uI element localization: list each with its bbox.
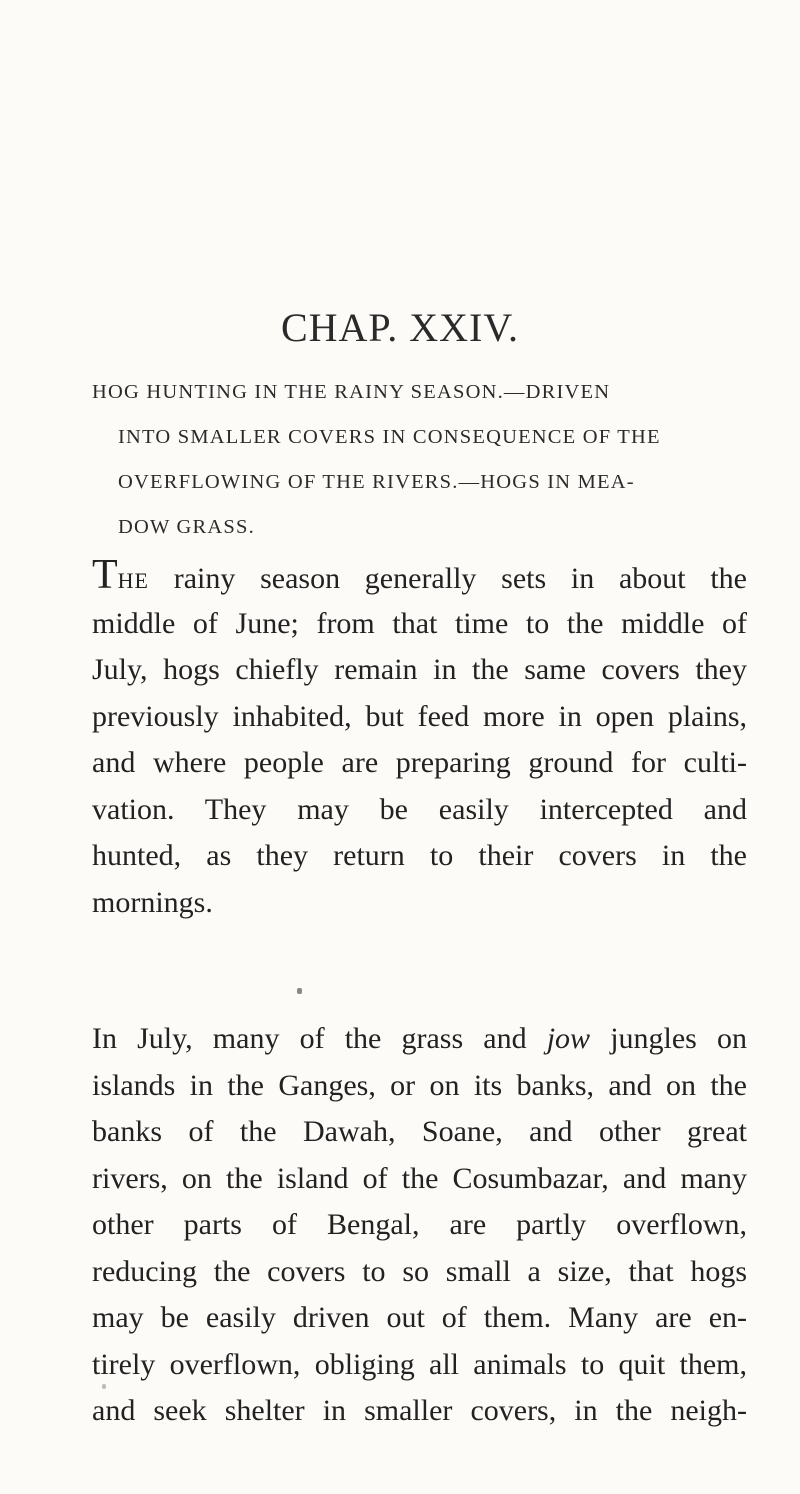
paragraph-line-text: jungles on [590, 1022, 747, 1055]
chapter-title: CHAP. XXIV. [280, 305, 520, 350]
small-caps-text: HE [117, 568, 149, 593]
italic-term: jow [546, 1022, 591, 1055]
paragraph-line: rivers, on the island of the Cosumbazar, and many [92, 1161, 747, 1195]
paragraph-line: previously inhabited, but feed more in open plains, [92, 699, 747, 733]
paragraph-line-text: In July, many of the grass and [92, 1022, 547, 1055]
paragraph-line: islands in the Ganges, or on its banks, and on the [92, 1068, 747, 1102]
ink-speck [297, 988, 302, 994]
chapter-summary [92, 370, 742, 550]
paragraph-line: mornings. [92, 885, 213, 919]
paragraph-line [92, 1016, 747, 1063]
paragraph-line: middle of June; from that time to the middle of [92, 606, 747, 640]
paragraph-line: vation. They may be easily intercepted and [92, 792, 747, 826]
paragraph-line: July, hogs chiefly remain in the same covers they [92, 653, 747, 686]
summary-line: OVERFLOWING OF THE RIVERS.—HOGS IN MEA- [118, 471, 635, 493]
paragraph-line-text: rainy season generally sets in about the [148, 562, 747, 595]
paragraph-line: and where people are preparing ground for culti- [92, 746, 747, 779]
paragraph-line: banks of the Dawah, Soane, and other great [92, 1115, 747, 1148]
summary-line: HOG HUNTING IN THE RAINY SEASON.—DRIVEN [92, 381, 611, 403]
paragraph-line [92, 554, 747, 601]
paragraph-line: other parts of Bengal, are partly overflown, [92, 1208, 747, 1241]
summary-line: DOW GRASS. [118, 516, 255, 538]
drop-capital: T [92, 552, 118, 598]
paragraph-line: and seek shelter in smaller covers, in the neigh- [92, 1394, 747, 1427]
paragraph-line: reducing the covers to so small a size, that hogs [92, 1254, 747, 1288]
paragraph-july-floods [92, 1016, 747, 1435]
paragraph-line: tirely overflown, obliging all animals to quit them, [92, 1347, 747, 1381]
paragraph-line: may be easily driven out of them. Many are en- [92, 1301, 747, 1334]
paragraph-line: hunted, as they return to their covers in the [92, 839, 747, 872]
summary-line: INTO SMALLER COVERS IN CONSEQUENCE OF THE [118, 426, 661, 448]
paragraph-rainy-season [92, 554, 747, 926]
ink-speck [102, 1384, 106, 1389]
